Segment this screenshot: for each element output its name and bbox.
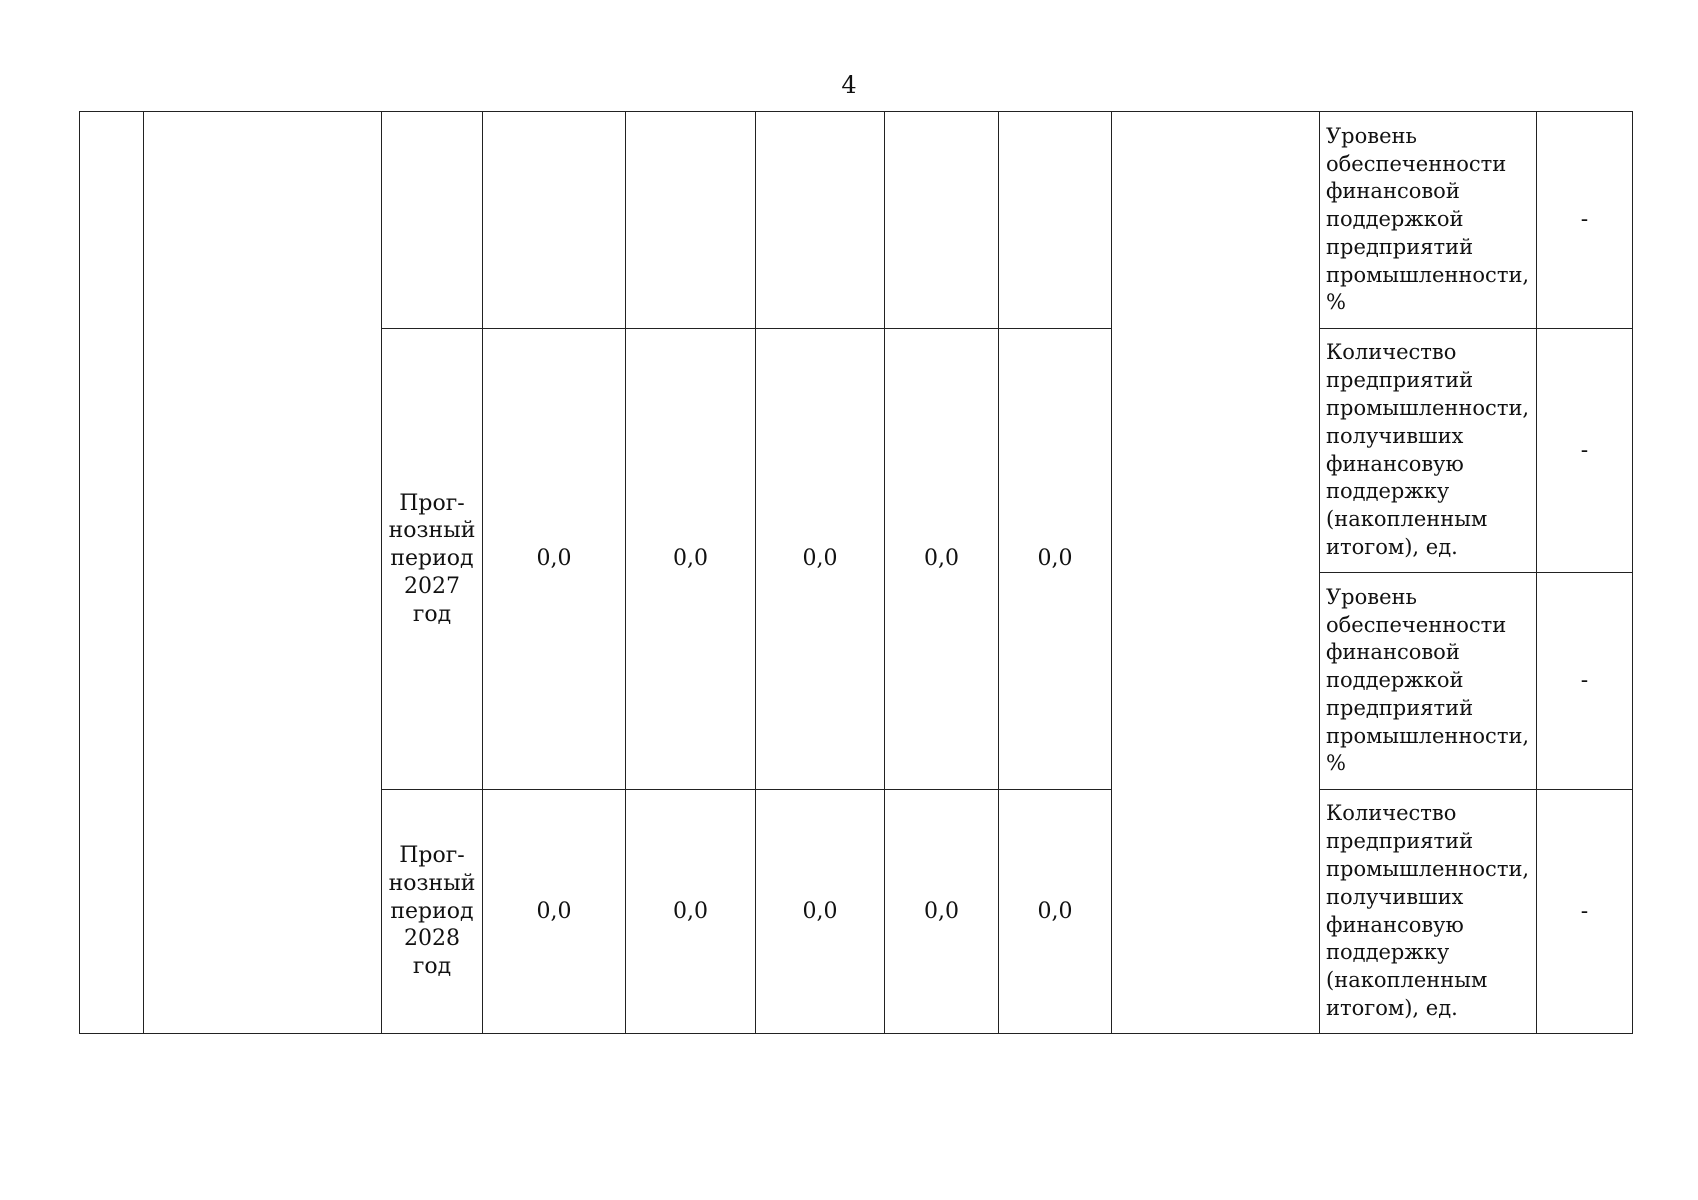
indicator-value: - bbox=[1537, 112, 1633, 329]
value-cell bbox=[626, 112, 756, 329]
value-cell: 0,0 bbox=[999, 329, 1112, 790]
value-cell: 0,0 bbox=[999, 790, 1112, 1034]
value-cell: 0,0 bbox=[626, 790, 756, 1034]
page-number: 4 bbox=[841, 71, 857, 99]
value-cell: 0,0 bbox=[885, 329, 999, 790]
indicator-name: Количество предприятий промышленности, получивших финансовую поддержку (накопленным итогом), ед. bbox=[1320, 329, 1537, 573]
value-cell: 0,0 bbox=[885, 790, 999, 1034]
value-cell bbox=[885, 112, 999, 329]
indicator-name: Уровень обеспеченности финансовой поддержкой предприятий промышленности, % bbox=[1320, 112, 1537, 329]
table-row bbox=[80, 112, 1633, 329]
period-cell bbox=[382, 112, 483, 329]
indicator-value: - bbox=[1537, 573, 1633, 790]
indicator-name: Уровень обеспеченности финансовой поддержкой предприятий промышленности, % bbox=[1320, 573, 1537, 790]
program-table bbox=[79, 111, 1633, 1034]
event-name-cell bbox=[144, 112, 382, 1034]
value-cell: 0,0 bbox=[756, 329, 885, 790]
value-cell: 0,0 bbox=[483, 329, 626, 790]
value-cell: 0,0 bbox=[756, 790, 885, 1034]
period-cell: Прог-нозный период 2027 год bbox=[382, 329, 483, 790]
indicator-value: - bbox=[1537, 790, 1633, 1034]
value-cell bbox=[756, 112, 885, 329]
responsible-cell bbox=[1112, 112, 1320, 1034]
row-number-cell bbox=[80, 112, 144, 1034]
period-cell: Прог-нозный период 2028 год bbox=[382, 790, 483, 1034]
value-cell bbox=[483, 112, 626, 329]
value-cell bbox=[999, 112, 1112, 329]
value-cell: 0,0 bbox=[483, 790, 626, 1034]
value-cell: 0,0 bbox=[626, 329, 756, 790]
indicator-value: - bbox=[1537, 329, 1633, 573]
indicator-name: Количество предприятий промышленности, получивших финансовую поддержку (накопленным итогом), ед. bbox=[1320, 790, 1537, 1034]
